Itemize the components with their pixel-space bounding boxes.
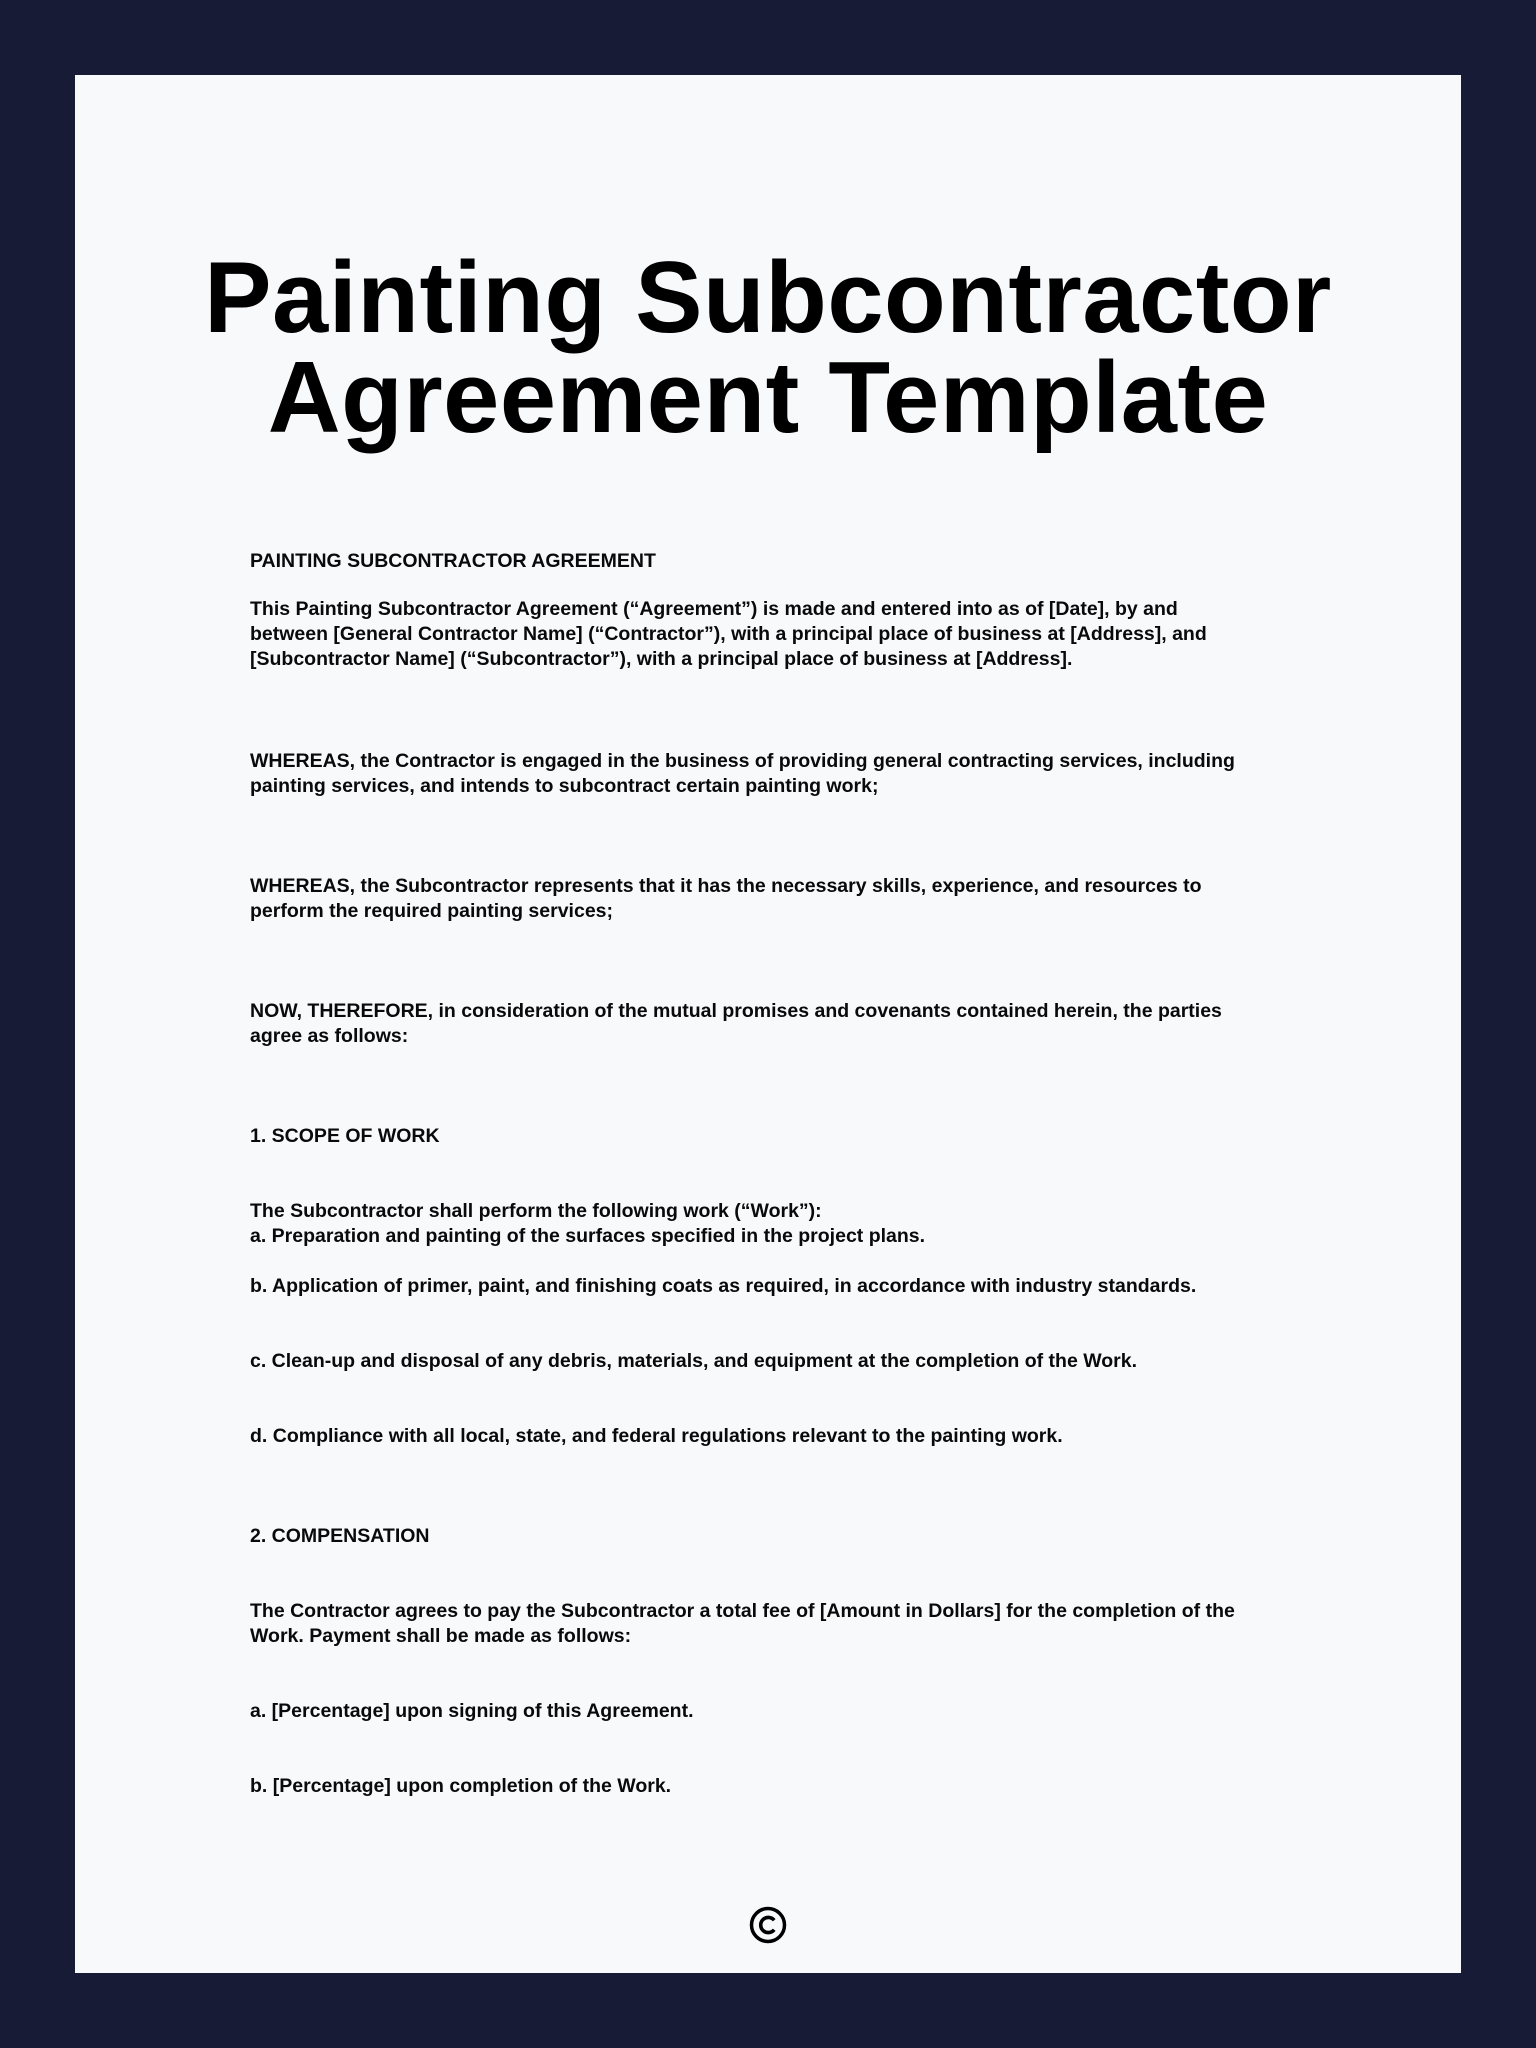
compensation-intro [250,1599,1290,1649]
scope-intro [250,1199,1290,1249]
compensation-item: a. [Percentage] upon signing of this Agreement. [250,1700,694,1722]
now-therefore-paragraph [250,999,1290,1049]
whereas-line: WHEREAS, the Subcontractor represents that it has the necessary skills, experience, and resources to [250,875,1202,897]
compensation-item-a [250,1699,1290,1724]
scope-item: a. Preparation and painting of the surfaces specified in the project plans. [250,1225,926,1247]
scope-item: d. Compliance with all local, state, and federal regulations relevant to the painting work. [250,1425,1063,1447]
agreement-heading [250,549,1290,574]
intro-paragraph [250,597,1290,672]
title-line-2: Agreement Template [267,342,1269,454]
title-line-1: Painting Subcontractor [204,242,1332,354]
compensation-intro-line: The Contractor agrees to pay the Subcontractor a total fee of [Amount in Dollars] for the completion of the [250,1600,1235,1622]
now-therefore-line: agree as follows: [250,1025,409,1047]
compensation-intro-line: Work. Payment shall be made as follows: [250,1625,632,1647]
scope-item: b. Application of primer, paint, and finishing coats as required, in accordance with industry standards. [250,1275,1197,1297]
scope-item-b [250,1274,1290,1299]
scope-item: c. Clean-up and disposal of any debris, materials, and equipment at the completion of the Work. [250,1350,1138,1372]
scope-item-c [250,1349,1290,1374]
section-heading-scope [250,1124,1290,1149]
page-title [0,242,1536,454]
scope-intro-text: The Subcontractor shall perform the following work (“Work”): [250,1200,822,1222]
now-therefore-line: NOW, THEREFORE, in consideration of the mutual promises and covenants contained herein, the parties [250,1000,1222,1022]
agreement-heading-text: PAINTING SUBCONTRACTOR AGREEMENT [250,550,656,572]
intro-line: [Subcontractor Name] (“Subcontractor”), with a principal place of business at [Address]. [250,648,1073,670]
section-heading-text: 2. COMPENSATION [250,1525,430,1547]
intro-line: between [General Contractor Name] (“Contractor”), with a principal place of business at [Address], and [250,623,1207,645]
scope-item-d [250,1424,1290,1449]
whereas-line: painting services, and intends to subcontract certain painting work; [250,775,879,797]
section-heading-compensation [250,1524,1290,1549]
whereas-line: perform the required painting services; [250,900,614,922]
compensation-item-b [250,1774,1290,1799]
whereas-paragraph-2 [250,874,1290,924]
whereas-line: WHEREAS, the Contractor is engaged in the business of providing general contracting services, including [250,750,1235,772]
whereas-paragraph-1 [250,749,1290,799]
compensation-item: b. [Percentage] upon completion of the Work. [250,1775,672,1797]
section-heading-text: 1. SCOPE OF WORK [250,1125,440,1147]
intro-line: This Painting Subcontractor Agreement (“Agreement”) is made and entered into as of [Date], by and [250,598,1178,620]
copyright-icon [749,1906,787,1944]
